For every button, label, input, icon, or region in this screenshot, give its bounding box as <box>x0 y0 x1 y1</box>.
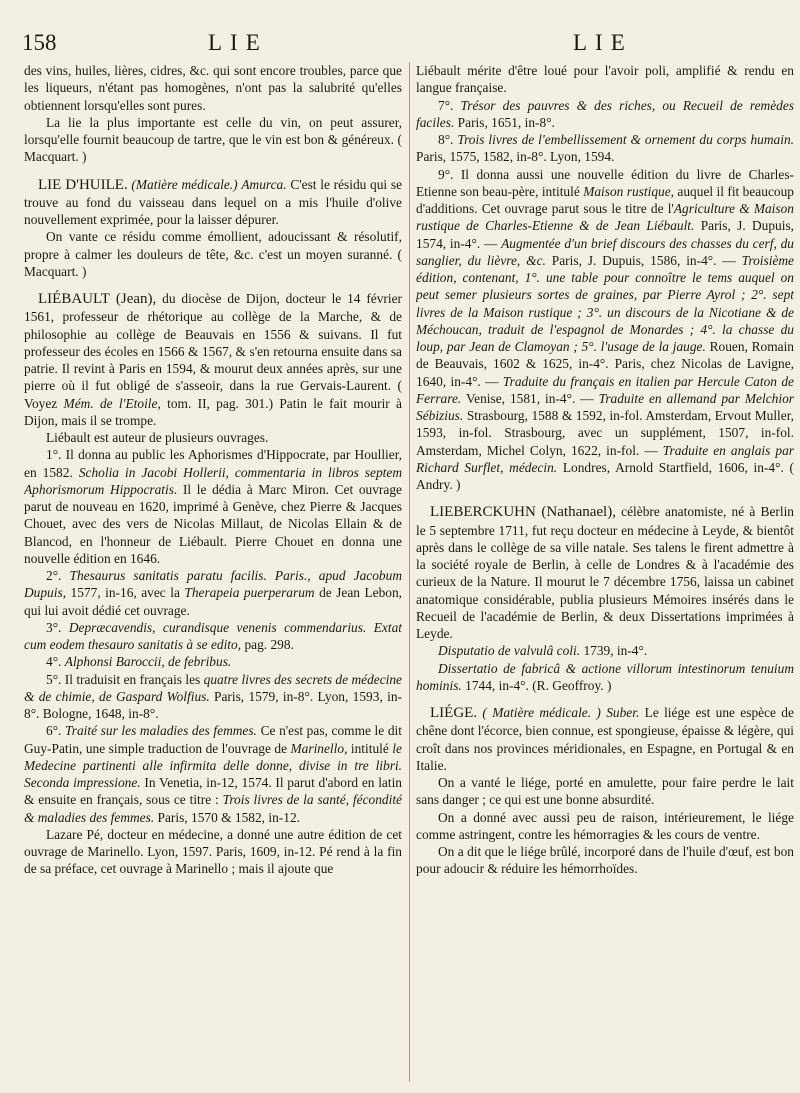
entry-category: (Matière médicale.) <box>131 176 238 192</box>
work-title: Trois livres de l'embellissement & ornement du corps humain. <box>457 132 794 147</box>
running-header <box>18 26 782 62</box>
text: de Jean Lebon, qui lui avoit dédié cet ouvrage. <box>24 585 402 618</box>
entry-liege <box>416 704 794 774</box>
work-title: Traduite du français en italien par Hercule Caton de Ferrare. <box>416 373 794 406</box>
work-6 <box>24 722 402 826</box>
column-divider <box>409 62 410 1082</box>
work-7 <box>416 97 794 132</box>
text: auquel il fit beaucoup d'additions. Cet ouvrage parut sous le titre de l' <box>416 183 794 216</box>
text: 7°. <box>438 97 454 113</box>
text: 1744, in-4°. (R. Geoffroy. ) <box>465 677 612 693</box>
entry-text: célèbre anatomiste, né à Berlin le 5 septembre 1711, fut reçu docteur en médecine à Leyde, & bientôt après dans le collège de sa ville natale. Ses talens le firent admettre à la société royale de Berlin, à celle de Londres & à l'académie des curieux de la Nature. Il mourut le 7 décembre 1756, laissa un cabinet anatomique considérable, publia plusieurs Mémoires insérés dans le Recueil de l'académie de Berlin, & deux Dissertations imprimées à Leyde. <box>416 504 794 641</box>
text: Strasbourg, 1588 & 1592, in-fol. Amsterdam, Ervout Muller, 1593, in-fol. Strasbourg, avec un supplément, 1507, in-fol. Amsterdam, Michel Colyn, 1622, in-fol. — <box>416 408 794 458</box>
text: 8°. <box>438 132 454 147</box>
entry-text: C'est le résidu qui se trouve au fond du vaisseau dans lequel on a mis l'huile d'olive nouvellement exprimée, pour la laisser dépurer. <box>24 176 402 227</box>
work-title: Traduite en anglais par Richard Surflet, médecin. <box>416 442 794 475</box>
paragraph: La lie la plus importante est celle du vin, on peut assurer, lorsqu'elle fournit beaucoup de tartre, que le vin est bon & généreux. ( Macquart. ) <box>24 114 402 165</box>
work-1 <box>24 446 402 567</box>
text: 1739, in-4°. <box>583 643 648 659</box>
work-title: Agriculture & Maison rustique de Charles-Etienne & de Jean Liébault. <box>416 201 794 234</box>
entry-headword: LIEBERCKUHN (Nathanael), <box>430 504 616 521</box>
work-5 <box>24 671 402 723</box>
work-title: Traduite en allemand par Melchior Sébizius. <box>416 390 794 423</box>
text-columns <box>18 62 794 1082</box>
dissertation-2 <box>416 660 794 695</box>
work-title: Depræcavendis, curandisque venenis commendarius. Extat cum eodem thesauro sanitatis à se edito, <box>24 619 402 652</box>
text: intitulé <box>350 740 389 756</box>
work-3 <box>24 619 402 654</box>
text: Venise, 1581, in-4°. — <box>465 390 594 406</box>
text: 6°. <box>46 723 62 739</box>
text: Paris, J. Dupuis, 1586, in-4°. — <box>551 252 736 268</box>
paragraph: On vante ce résidu comme émollient, adoucissant & résolutif, propre à calmer les douleurs de tête, &c. c'est un moyen suranné. ( Macquart. ) <box>24 229 402 279</box>
text: 4°. <box>46 654 62 670</box>
entry-headword: LIÉBAULT (Jean), <box>38 291 157 307</box>
entry-category: ( Matière médicale. ) <box>482 705 601 720</box>
work-title: Thesaurus sanitatis paratu facilis. Paris., apud Jacobum Dupuis, <box>24 568 402 601</box>
text: 1577, in-16, avec la <box>70 585 180 601</box>
entry-latin: Amurca. <box>241 176 287 192</box>
work-title: Traité sur les maladies des femmes. <box>65 723 257 739</box>
paragraph: Lazare Pé, docteur en médecine, a donné une autre édition de cet ouvrage de Marinello. Lyon, 1597. Paris, 1609, in-12. Pé rend à la fin de sa préface, cet ouvrage à Marinello ; mais il ajoute que <box>24 826 402 877</box>
text: 9°. Il donna aussi une nouvelle édition du livre de Charles-Etienne son beau-père, intitulé <box>416 166 794 199</box>
text: Paris, 1575, 1582, in-8°. Lyon, 1594. <box>416 149 615 165</box>
work-4 <box>24 653 402 670</box>
paragraph: Liébault est auteur de plusieurs ouvrages. <box>46 430 269 445</box>
entry-headword: LIE D'HUILE. <box>38 176 128 193</box>
left-column <box>24 62 402 1082</box>
text: 5°. Il traduisit en français les <box>46 671 201 687</box>
text: In Venetia, in-12, 1574. Il parut d'abord en latin & ensuite en français, sous ce titre : <box>24 775 402 808</box>
entry-liebault <box>24 290 402 429</box>
running-head-left: LIE <box>208 30 268 55</box>
dissertation-1 <box>416 642 794 659</box>
reference: Mém. de l'Etoile, <box>63 395 161 411</box>
text: 2°. <box>46 568 62 583</box>
text: pag. 298. <box>244 637 294 652</box>
author-name: Marinello, <box>290 740 348 756</box>
entry-headword: LIÉGE. <box>430 705 478 721</box>
entry-lie-d-huile <box>24 176 402 229</box>
work-title: Trois livres de la santé, fécondité & maladies des femmes. <box>24 792 402 825</box>
entry-latin: Suber. <box>606 705 640 720</box>
text: Rouen, Romain de Beauvais, 1602 & 1625, in-4°. Paris, chez Nicolas de Lavigne, 1640, in-4°. — <box>416 339 794 389</box>
paragraph: On a donné avec aussi peu de raison, intérieurement, le liége comme astringent, contre les hémorragies & les cours de ventre. <box>416 809 794 842</box>
text: Paris, 1579, in-8°. Lyon, 1593, in-8°. Bologne, 1648, in-8°. <box>24 688 402 721</box>
running-head-right: LIE <box>573 30 633 55</box>
text: Paris, 1570 & 1582, in-12. <box>157 809 300 825</box>
text: Ce n'est pas, comme le dit Guy-Patin, une simple traduction de l'ouvrage de <box>24 723 402 756</box>
text: Il le dédia à Marc Miron. Cet ouvrage parut de nouveau en 1620, imprimé à Genève, chez Pierre & Jacques Chouet, avec des vers de Nicolas Millaut, de Nicolas Ellain & de Blancod, en l'honneur de Liébault. Pierre Chouet en donna une nouvelle édition en 1646. <box>24 481 402 566</box>
entry-lieberckuhn <box>416 503 794 642</box>
paragraph: On a dit que le liége brûlé, incorporé dans de l'huile d'œuf, est bon pour adoucir & réduire les hémorrhoïdes. <box>416 844 794 877</box>
page-number: 158 <box>22 30 57 55</box>
paragraph: Liébault mérite d'être loué pour l'avoir poli, amplifié & rendu en langue française. <box>416 63 794 96</box>
entry-text: Le liége est une espèce de chêne dont l'écorce, bien connue, est spongieuse, épaisse & légère, qui croît dans nos provinces méridionales, en Espagne, en Portugal & en Italie. <box>416 705 794 773</box>
work-9 <box>416 166 794 494</box>
paragraph: des vins, huiles, lières, cidres, &c. qui sont encore troubles, parce que les liqueurs, n'étant pas homogènes, n'ont pas la salubrité qu'elles obtiennent lorsqu'elles sont pures. <box>24 63 402 113</box>
paragraph: On a vanté le liége, porté en amulette, pour faire perdre le lait sans danger ; ce qui est une bonne absurdité. <box>416 775 794 808</box>
work-8 <box>416 131 794 166</box>
text: Paris, 1651, in-8°. <box>457 114 555 130</box>
work-title: Disputatio de valvulâ coli. <box>438 643 581 659</box>
text: 1°. Il donna au public les Aphorismes d'Hippocrate, par Houllier, en 1582. <box>24 447 402 480</box>
right-column <box>416 62 794 1082</box>
entry-text: tom. II, pag. 301.) Patin le fait mourir à Dijon, mais il se trompe. <box>24 395 402 428</box>
work-title: Augmentée d'un brief discours des chasses du cerf, du sanglier, du lièvre, &c. <box>416 235 794 268</box>
text: Paris, J. Dupuis, 1574, in-4°. — <box>416 218 794 251</box>
work-title: quatre livres des secrets de médecine & de chimie, de Gaspard Wolfius. <box>24 671 402 704</box>
work-title: Therapeia puerperarum <box>184 585 315 601</box>
work-title: le Medecine partinenti alle infirmita delle donne, divise in tre libri. Seconda impressione. <box>24 740 402 790</box>
work-2 <box>24 567 402 619</box>
text: 3°. <box>46 619 62 635</box>
work-title: Alphonsi Baroccii, de febribus. <box>64 654 232 670</box>
entry-text: du diocèse de Dijon, docteur le 14 février 1561, professeur de rhétorique au collège de la Marche, & de philosophie au collège de Beauvais en 1556 & suivans. Il fut professeur des écoles en 1566 & 1567, & s'en retourna ensuite dans sa patrie. Il revint à Paris en 1594, & mourut deux années après, sur une pierre où il fut obligé de s'asseoir, dans la rue Gervais-Laurent. ( Voyez <box>24 291 402 411</box>
work-title: Dissertatio de fabricâ & actione villorum intestinorum tenuium hominis. <box>416 660 794 693</box>
text: Londres, Arnold Startfield, 1606, in-4°. ( Andry. ) <box>416 459 794 492</box>
work-title: Maison rustique, <box>583 183 675 199</box>
work-title: Trésor des pauvres & des riches, ou Recueil de remèdes faciles. <box>416 97 794 130</box>
work-title: Troisième édition, contenant, 1°. une table pour connoître le tems auquel on peut semer plusieurs sortes de graines, par Pierre Ayrol ; 2°. sept livres de la Maison rustique ; 3°. un discours de la Nicotiane & de Méchoucan, traduit de l'espagnol de Monardes ; 4°. la chasse du loup, par Jean de Clamoyan ; 5°. l'usage de la jauge. <box>416 252 794 354</box>
work-title: Scholia in Jacobi Hollerii, commentaria in libros septem Aphorismorum Hippocratis. <box>24 464 402 497</box>
